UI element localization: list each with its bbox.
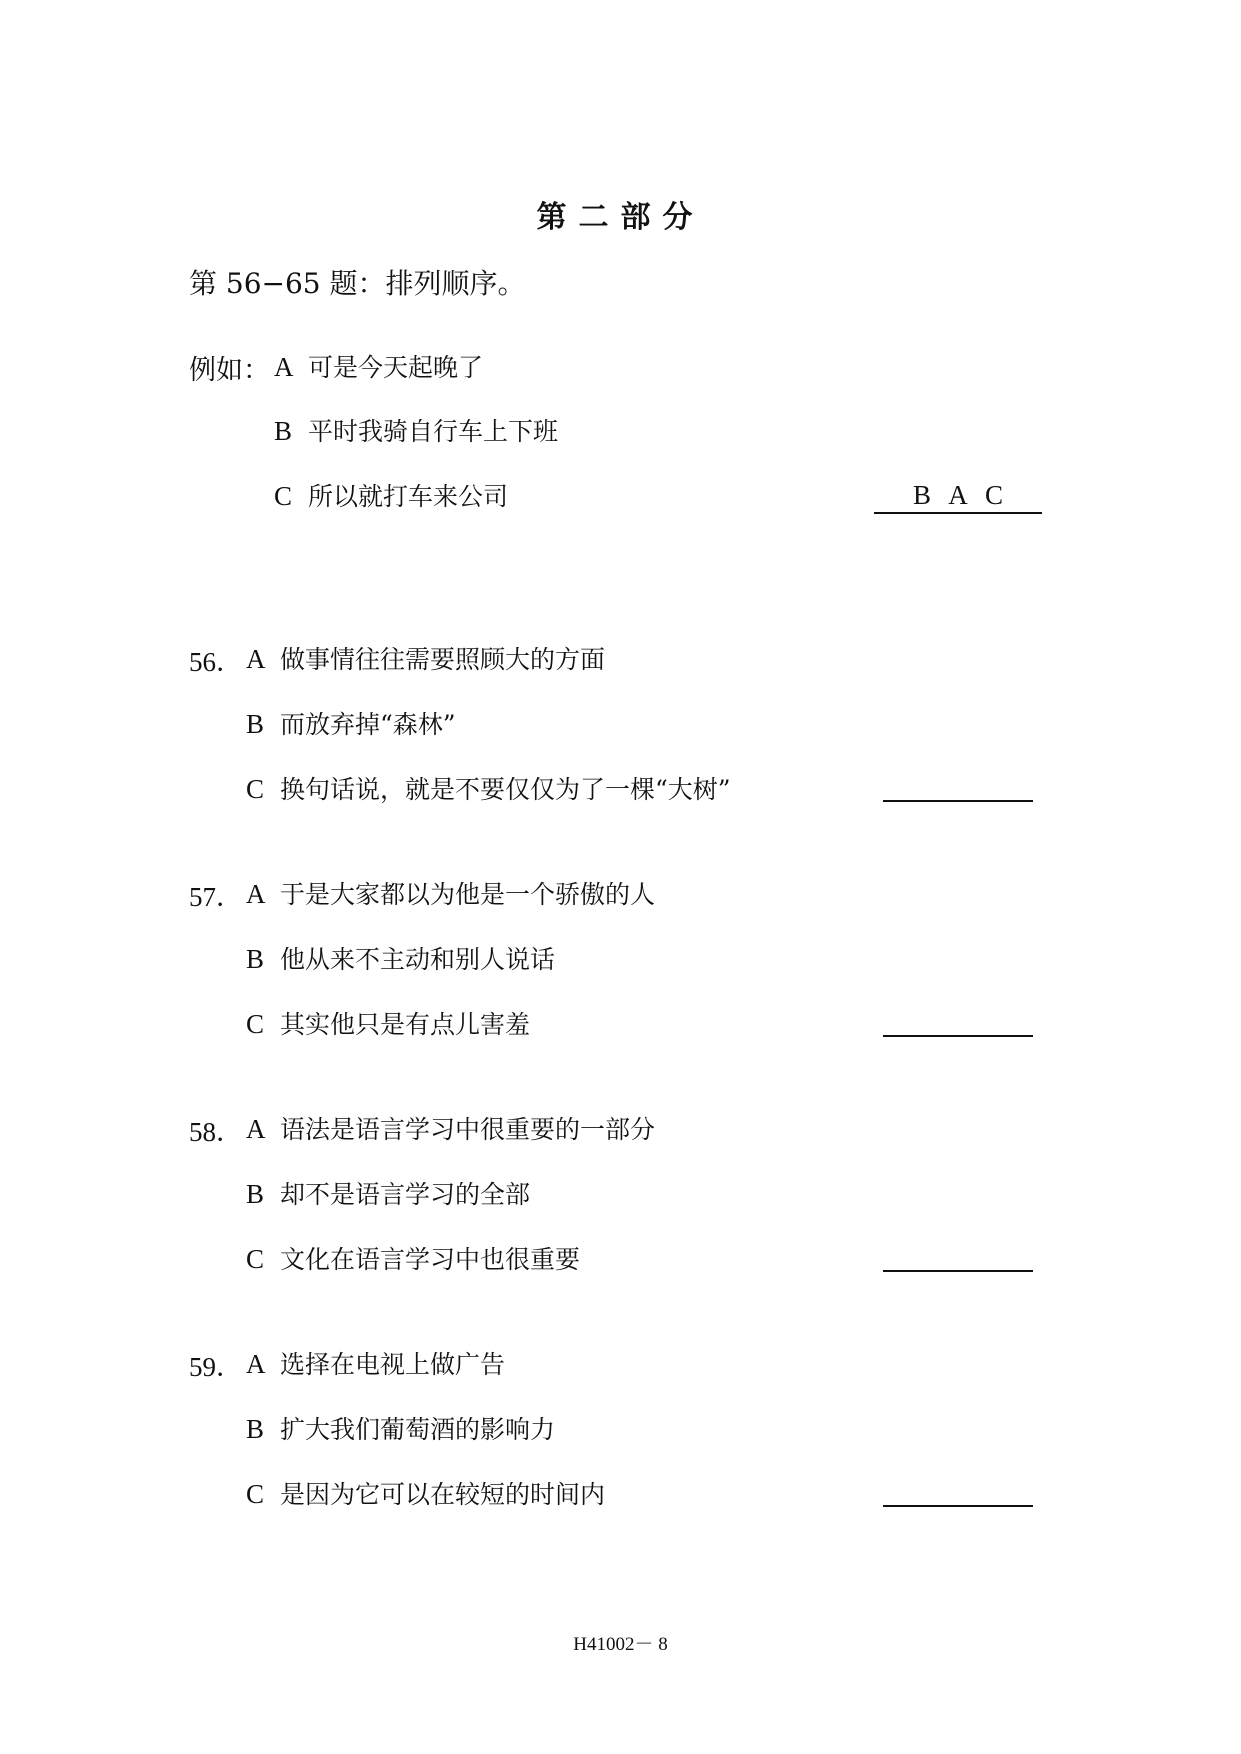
q59-option-a (246, 1345, 505, 1381)
option-text: 是因为它可以在较短的时间内 (280, 1480, 606, 1509)
question-number-59: 59． (189, 1352, 243, 1382)
q57-option-b (246, 940, 555, 976)
example-option-b (274, 412, 558, 448)
section-title: 第二部分 (536, 200, 705, 235)
q56-option-a (246, 640, 605, 676)
option-text: 扩大我们葡萄酒的影响力 (280, 1415, 556, 1444)
option-text: 而放弃掉“森林” (280, 710, 456, 739)
option-letter: C (274, 481, 293, 511)
option-text: 却不是语言学习的全部 (280, 1180, 531, 1209)
instruction-text: 第 56−65 题：排列顺序。 (189, 267, 526, 300)
option-letter: A (274, 352, 294, 382)
option-text: 做事情往往需要照顾大的方面 (280, 645, 606, 674)
option-text: 可是今天起晚了 (308, 353, 484, 382)
q56-option-b (246, 705, 456, 741)
option-letter: B (246, 709, 265, 739)
answer-blank-57[interactable] (883, 1035, 1033, 1037)
example-option-a (274, 348, 483, 384)
q59-option-c (246, 1475, 605, 1511)
q58-option-c (246, 1240, 580, 1276)
option-letter: B (274, 416, 293, 446)
option-text: 他从来不主动和别人说话 (280, 945, 556, 974)
answer-blank-58[interactable] (883, 1270, 1033, 1272)
option-text: 换句话说，就是不要仅仅为了一棵“大树” (280, 775, 731, 804)
q57-option-a (246, 875, 655, 911)
option-text: 选择在电视上做广告 (280, 1350, 506, 1379)
option-letter: C (246, 1009, 265, 1039)
option-text: 语法是语言学习中很重要的一部分 (280, 1115, 656, 1144)
answer-blank-59[interactable] (883, 1505, 1033, 1507)
q57-option-c (246, 1005, 530, 1041)
option-text: 平时我骑自行车上下班 (308, 417, 559, 446)
option-text: 于是大家都以为他是一个骄傲的人 (280, 880, 656, 909)
q58-option-b (246, 1175, 530, 1211)
option-letter: B (246, 1179, 265, 1209)
example-option-c (274, 477, 508, 513)
option-letter: C (246, 1244, 265, 1274)
q56-option-c (246, 770, 731, 806)
example-prefix: 例如： (189, 355, 270, 386)
option-text: 所以就打车来公司 (308, 482, 509, 511)
option-letter: A (246, 1349, 266, 1379)
option-letter: A (246, 644, 266, 674)
answer-blank-56[interactable] (883, 800, 1033, 802)
q58-option-a (246, 1110, 655, 1146)
page-footer: H41002－ 8 (573, 1634, 668, 1655)
option-text: 文化在语言学习中也很重要 (280, 1245, 581, 1274)
option-letter: C (246, 1479, 265, 1509)
option-letter: A (246, 879, 266, 909)
q59-option-b (246, 1410, 555, 1446)
option-letter: C (246, 774, 265, 804)
example-answer: B A C (874, 478, 1042, 514)
question-number-58: 58． (189, 1117, 243, 1147)
question-number-56: 56． (189, 647, 243, 677)
option-letter: B (246, 944, 265, 974)
option-letter: A (246, 1114, 266, 1144)
option-letter: B (246, 1414, 265, 1444)
question-number-57: 57． (189, 882, 243, 912)
option-text: 其实他只是有点儿害羞 (280, 1010, 531, 1039)
